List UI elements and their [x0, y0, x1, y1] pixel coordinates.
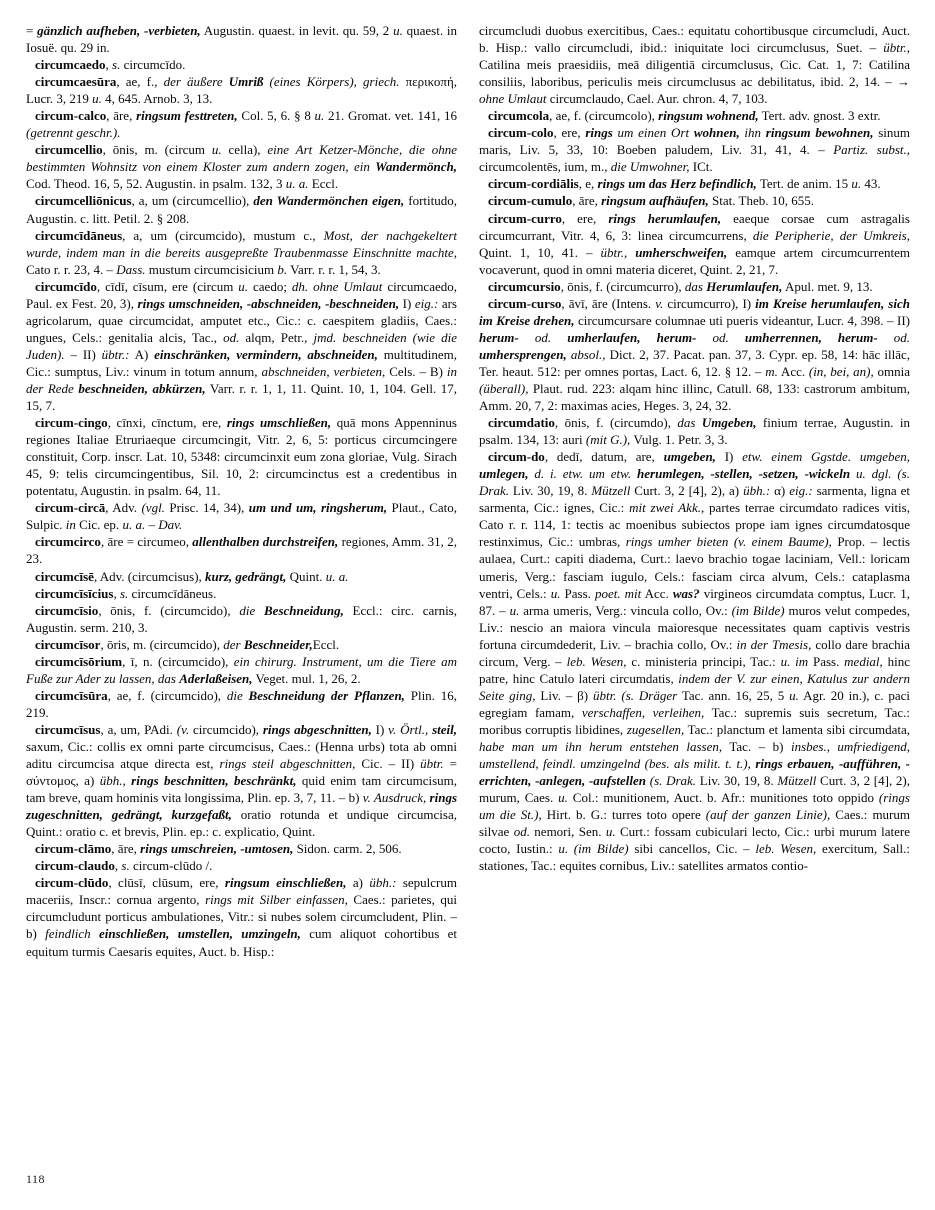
right-column [479, 22, 910, 1157]
dictionary-entry: circum-do, dedī, datum, are, umgeben, I) etw. einem Ggstde. umgeben, umlegen, d. i. etw. um etw. herumlegen, -stellen, -setzen, -wickeln u. dgl. (s. Drak. Liv. 30, 19, 8. Mützell Curt. 3, 2 [4], 2), a) übh.: α) eig.: sarmenta, ligna et sarmenta, Cic.: ignes, Cic.: mit zwei Akk., partes terrae circumdato radices vitis, Cato r. r. 114, 1: tectis ac moenibus subiectos prope iam ignes circumdatosque restinximus, Cic.: umbras, rings umher bieten (v. einem Baume), Prop. – lectis aulaea, Curt.: capiti diadema, Curt.: laevo brachio togae laciniam, Vell.: loricam umeris, Verg.: fasciam iugulo, Cels.: fasciam circa alvum, Cels.: cataplasma ventri, Cels.: u. Pass. poet. mit Acc. was? virgineos circumdata comptus, Lucr. 1, 87. – u. arma umeris, Verg.: vincula collo, Ov.: (im Bilde) muros velut compedes, Liv.: nescio an maiora vincula maioresque necessitates quam captivis vestris fortuna circumdederit, Liv. – brachia collo, Ov.: in der Tmesis, collo dare brachia circum, Verg. – leb. Wesen, c. ministeria principi, Tac.: u. im Pass. medial, hinc patre, hinc Catulo lateri circumdatis, indem der V. zur einen, Katulus zur andern Seite ging, Liv. – β) übtr. (s. Dräger Tac. ann. 16, 25, 5 u. Agr. 20 in.), c. paci egregiam famam, verschaffen, verleihen, Tac.: supremis suis secretum, Tac.: moribus corruptis libidines, zugesellen, Tac.: planctum et lamenta sibi circumdata, habe man um ihn herum entstehen lassen, Tac. – b) insbes., umfriedigend, umstellend, feindl. umzingelnd (bes. als milit. t. t.), rings erbauen, -aufführen, -errichten, -anlegen, -aufstellen (s. Drak. Liv. 30, 19, 8. Mützell Curt. 3, 2 [4], 2), murum, Caes. u. Col.: munitionem, Auct. b. Afr.: munitiones toto oppido (rings um die St.), Hirt. b. G.: turres toto opere (auf der ganzen Linie), Caes.: murum silvae od. nemori, Sen. u. Curt.: fossam cubiculari lecto, Cic.: urbi murum latere cocto, Iustin.: u. (im Bilde) sibi cancellos, Cic. – leb. Wesen, exercitum, Sall.: stationes, Tac.: equites cornibus, Liv.: satellites armatos contio- [479, 449, 911, 874]
dictionary-entry: circumcīsūra, ae, f. (circumcido), die Beschneidung der Pflanzen, Plin. 16, 219. [26, 687, 457, 720]
page-columns [26, 22, 910, 1157]
dictionary-entry: circum-claudo, s. circum-clūdo /. [35, 858, 213, 874]
dictionary-entry: circum-curso, āvī, āre (Intens. v. circumcurro), I) im Kreise herumlaufen, sich im Kreise drehen, circumcursare columnae uti pueris videantur, Lucr. 4, 398. – II) herum- od. umherlaufen, herum- od. umherrennen, herum- od. umhersprengen, absol., Dict. 2, 37. Pacat. pan. 37, 3. Cypr. ep. 58, 14: hāc illāc, Ter. heaut. 512: per omnes portas, Lact. 6, 12. § 12. – m. Acc. (in, bei, an), omnia (überall), Plaut. rud. 223: alqam hinc illinc, Catull. 68, 133: castrorum ambitum, Amm. 20, 7, 2: maximas acies, Heges. 3, 24, 32. [479, 295, 911, 414]
dictionary-entry: = gänzlich aufheben, -verbieten, Augustin. quaest. in levit. qu. 59, 2 u. quaest. in Iosuë. qu. 29 in. [26, 23, 457, 56]
dictionary-entry: circumcīsīcius, s. circumcīdāneus. [35, 585, 217, 601]
page-number: 118 [26, 1172, 46, 1186]
dictionary-entry: circumcirco, āre = circumeo, allenthalben durchstreifen, regiones, Amm. 31, 2, 23. [26, 534, 457, 567]
dictionary-entry: circumcīsus, a, um, PAdi. (v. circumcido), rings abgeschnitten, I) v. Örtl., steil, saxum, Cic.: collis ex omni parte circumcisus, Caes.: (Henna urbs) tota ab omni aditu circumcisa atque directa est, rings steil abgeschnitten, Cic. – II) übtr. = σύντομος, a) übh., rings beschnitten, beschränkt, quid enim tam circumcisum, tam breve, quam hominis vita longissima, Plin. ep. 3, 7, 11. – b) v. Ausdruck, rings zugeschnitten, gedrängt, kurzgefaßt, oratio rotunda et undique circumcisa, Quint.: oratio c. et brevis, Plin. ep.: c. explicatio, Quint. [26, 721, 458, 840]
dictionary-entry: circumcīdo, cīdī, cīsum, ere (circum u. caedo; dh. ohne Umlaut circumcaedo, Paul. ex Fest. 20, 3), rings umschneiden, -abschneiden, -beschneiden, I) eig.: ars agricolarum, quae circumcidat, amputet etc., Cic.: c. caespitem gladiis, Caes.: ungues, Cels.: genitalia alcis, Tac., od. alqm, Petr., jmd. beschneiden (wie die Juden). – II) übtr.: A) einschränken, vermindern, abschneiden, multitudinem, Cic.: sumptus, Liv.: vinum in totum annum, abschneiden, verbieten, Cels. – B) in der Rede beschneiden, abkürzen, Varr. r. r. 1, 1, 11. Quint. 10, 1, 104. Gell. 17, 15, 7. [26, 278, 457, 414]
dictionary-entry: circumcīsor, ōris, m. (circumcido), der Beschneider,Eccl. [35, 636, 340, 652]
dictionary-entry: circumcaedo, s. circumcīdo. [35, 57, 186, 73]
dictionary-entry: circumcaesūra, ae, f., der äußere Umriß (eines Körpers), griech. περικοπή, Lucr. 3, 219 u. 4, 645. Arnob. 3, 13. [26, 74, 458, 107]
dictionary-entry: circumcursio, ōnis, f. (circumcurro), das Herumlaufen, Apul. met. 9, 13. [488, 278, 873, 294]
dictionary-entry: circum-circā, Adv. (vgl. Prisc. 14, 34), um und um, ringsherum, Plaut., Cato, Sulpic. in Cic. ep. u. a. – Dav. [26, 500, 457, 533]
dictionary-entry: circum-calco, āre, ringsum festtreten, Col. 5, 6. § 8 u. 21. Gromat. vet. 141, 16 (getrennt geschr.). [26, 108, 458, 141]
dictionary-entry: circum-clāmo, āre, rings umschreien, -umtosen, Sidon. carm. 2, 506. [35, 841, 402, 857]
left-column [26, 22, 457, 1157]
dictionary-entry: circumcludi duobus exercitibus, Caes.: equitatu cohortibusque circumcludi, Auct. b. Hisp.: vallo circumcludi, ibid.: iniquitate loci circumclusus, Suet. – übtr., Catilina meis praesidiis, meā diligentiā circumclusus, Cic. Cat. 1, 7: Catilina consiliis, laboribus, periculis meis circumclusus ac debilitatus, ibid. 2, 14. – → ohne Umlaut circumclaudo, Cael. Aur. chron. 4, 7, 103. [479, 23, 910, 107]
dictionary-entry: circum-cingo, cīnxi, cīnctum, ere, rings umschließen, quā mons Appenninus regiones Italiae Etruriaeque circumcingit, Vitr. 2, 6, 5: porticus circumcingere constituit, Corp. inscr. Lat. 10, 5348: circumcinxit eum zona gloriae, Vulg. Sirach 45, 9: telis circumcingentibus, Sil. 10, 2: circumcinctus est a credentibus in potentatu, Augustin. in psalm. 64, 11. [26, 415, 457, 499]
dictionary-entry: circum-colo, ere, rings um einen Ort wohnen, ihn ringsum bewohnen, sinum maris, Liv. 5, 33, 10: Boeben paludem, Liv. 31, 41, 4. – Partiz. subst., circumcolentēs, ium, m., die Umwohner, ICt. [479, 125, 911, 175]
dictionary-entry: circumcīsōrium, ī, n. (circumcido), ein chirurg. Instrument, um die Tiere am Fuße zur Ader zu lassen, das Aderlaßeisen, Veget. mul. 1, 26, 2. [26, 653, 457, 686]
dictionary-entry: circum-cumulo, āre, ringsum aufhäufen, Stat. Theb. 10, 655. [488, 193, 814, 209]
dictionary-entry: circumcola, ae, f. (circumcolo), ringsum wohnend, Tert. adv. gnost. 3 extr. [488, 108, 881, 124]
dictionary-entry: circumcīdāneus, a, um (circumcido), mustum c., Most, der nachgekeltert wurde, indem man in die bereits ausgepreßte Traubenmasse Einschnitte machte, Cato r. r. 23, 4. – Dass. mustum circumcisicium b. Varr. r. r. 1, 54, 3. [26, 227, 457, 277]
dictionary-entry: circumcīsio, ōnis, f. (circumcido), die Beschneidung, Eccl.: circ. carnis, Augustin. serm. 210, 3. [26, 602, 457, 635]
dictionary-entry: circumcellio, ōnis, m. (circum u. cella), eine Art Ketzer-Mönche, die ohne bestimmten Wohnsitz von einem Kloster zum andern zogen, ein Wandermönch, Cod. Theod. 16, 5, 52. Augustin. in psalm. 132, 3 u. a. Eccl. [26, 142, 457, 192]
dictionary-entry: circum-curro, ere, rings herumlaufen, eaeque corsae cum astragalis circumcurrant, Vitr. 4, 6, 3: linea circumcurrens, die Peripherie, der Umkreis, Quint. 1, 10, 41. – übtr., umherschweifen, eamque artem circumcurrentem vocaverunt, quod in omni materia diceret, Quint. 2, 21, 7. [479, 210, 910, 277]
dictionary-entry: circum-cordiālis, e, rings um das Herz befindlich, Tert. de anim. 15 u. 43. [488, 176, 881, 192]
dictionary-entry: circumcīsē, Adv. (circumcisus), kurz, gedrängt, Quint. u. a. [35, 568, 349, 584]
dictionary-entry: circumcelliōnicus, a, um (circumcellio), den Wandermönchen eigen, fortitudo, Augustin. c. litt. Petil. 2. § 208. [26, 193, 457, 226]
dictionary-entry: circumdatio, ōnis, f. (circumdo), das Umgeben, finium terrae, Augustin. in psalm. 134, 13: auri (mit G.), Vulg. 1. Petr. 3, 3. [479, 415, 910, 448]
dictionary-entry: circum-clūdo, clūsī, clūsum, ere, ringsum einschließen, a) übh.: sepulcrum maceriis, Inscr.: cornua argento, rings mit Silber einfassen, Caes.: parietes, qui circumcludunt porticus ambulationes, Vitr.: si nubes solem circumcludent, Plin. – b) feindlich einschließen, umstellen, umzingeln, cum aliquot cohortibus et equitum turmis Caesaris equites, Auct. b. Hisp.: [26, 875, 458, 959]
